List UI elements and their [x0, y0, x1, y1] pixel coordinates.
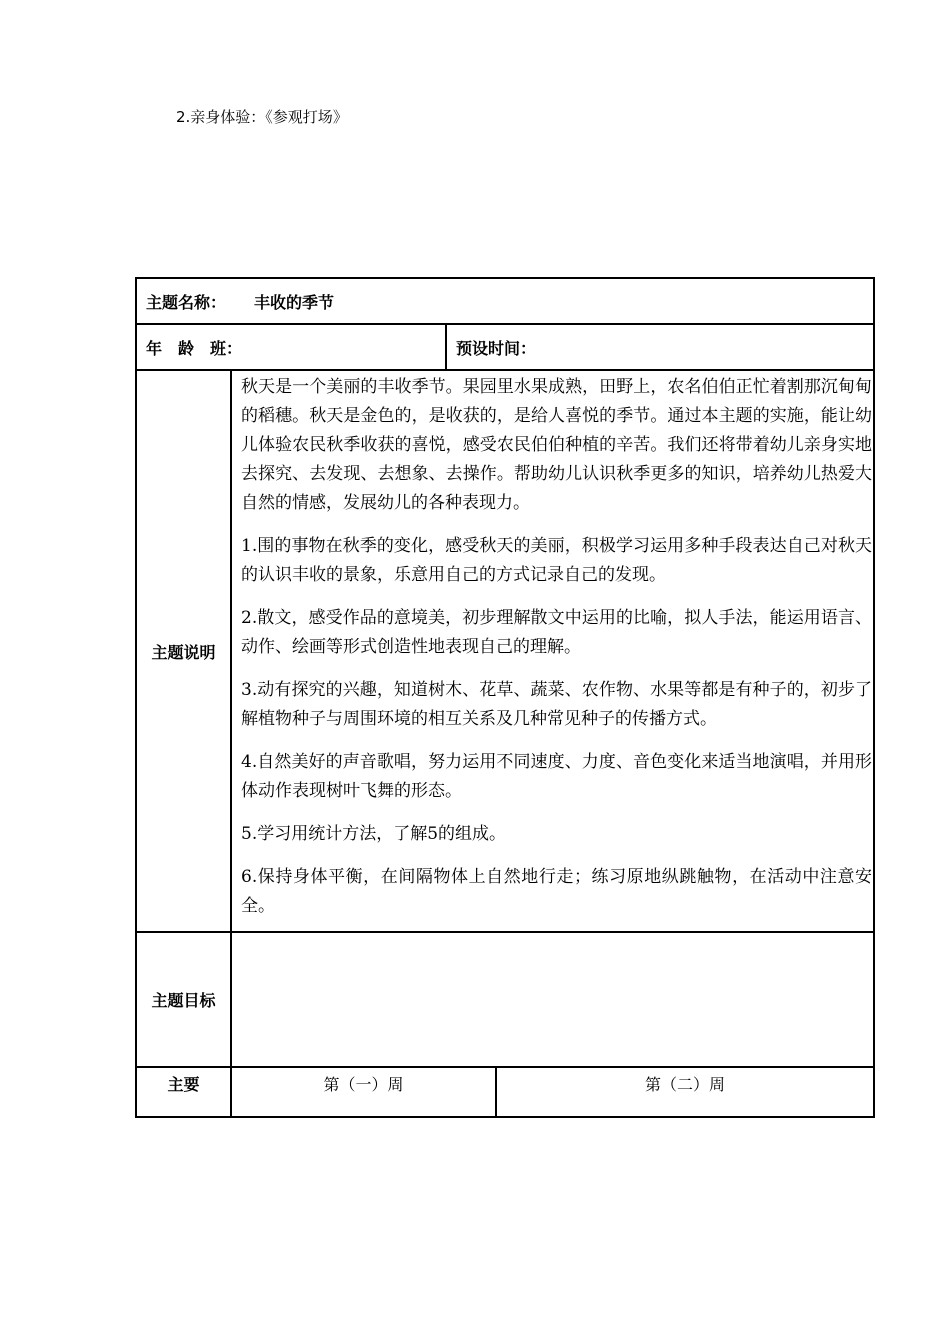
- week-2-header: 第（二）周: [496, 1067, 874, 1117]
- description-paragraph: 3.动有探究的兴趣，知道树木、花草、蔬菜、农作物、水果等都是有种子的，初步了解植物种子与周围环境的相互关系及几种常见种子的传播方式。: [241, 680, 873, 729]
- preset-time-label: 预设时间：: [456, 338, 537, 358]
- theme-description-content: [231, 370, 874, 932]
- theme-name-row: [136, 278, 874, 324]
- theme-goal-content: [231, 932, 874, 1067]
- description-paragraph: 秋天是一个美丽的丰收季节。果园里水果成熟，田野上，农名伯伯正忙着割那沉甸甸的稻穗。秋天是金色的，是收获的，是给人喜悦的季节。通过本主题的实施，能让幼儿体验农民秋季收获的喜悦，感受农民伯伯种植的辛苦。我们还将带着幼儿亲身实地去探究、去发现、去想象、去操作。帮助幼儿认识秋季更多的知识，培养幼儿热爱大自然的情感，发展幼儿的各种表现力。: [241, 377, 873, 513]
- theme-name-value: 丰收的季节: [254, 292, 335, 312]
- section-heading: 2.亲身体验：《参观打场》: [176, 108, 348, 126]
- theme-description-label: 主题说明: [136, 370, 231, 932]
- age-time-row: [136, 324, 874, 370]
- main-label: 主要: [136, 1067, 231, 1117]
- preset-time-cell: [446, 324, 874, 370]
- age-class-label: 年 龄 班：: [146, 338, 243, 358]
- age-class-cell: [136, 324, 446, 370]
- description-paragraph: 4.自然美好的声音歌唱，努力运用不同速度、力度、音色变化来适当地演唱，并用形体动作表现树叶飞舞的形态。: [241, 752, 873, 801]
- description-paragraph: 2.散文，感受作品的意境美，初步理解散文中运用的比喻，拟人手法，能运用语言、动作、绘画等形式创造性地表现自己的理解。: [241, 608, 873, 657]
- week-header-row: [136, 1067, 874, 1117]
- theme-name-cell: [136, 278, 874, 324]
- theme-description-row: [136, 370, 874, 932]
- description-paragraph: 5.学习用统计方法，了解5的组成。: [241, 824, 507, 844]
- description-paragraph: 1.围的事物在秋季的变化，感受秋天的美丽，积极学习运用多种手段表达自己对秋天的认识丰收的景象，乐意用自己的方式记录自己的发现。: [241, 536, 873, 585]
- theme-goal-label: 主题目标: [136, 932, 231, 1067]
- theme-name-label: 主题名称：: [146, 292, 227, 312]
- theme-plan-table: [135, 277, 875, 1118]
- theme-goal-row: [136, 932, 874, 1067]
- description-paragraph: 6.保持身体平衡，在间隔物体上自然地行走；练习原地纵跳触物，在活动中注意安全。: [241, 867, 873, 916]
- week-1-header: 第（一）周: [231, 1067, 496, 1117]
